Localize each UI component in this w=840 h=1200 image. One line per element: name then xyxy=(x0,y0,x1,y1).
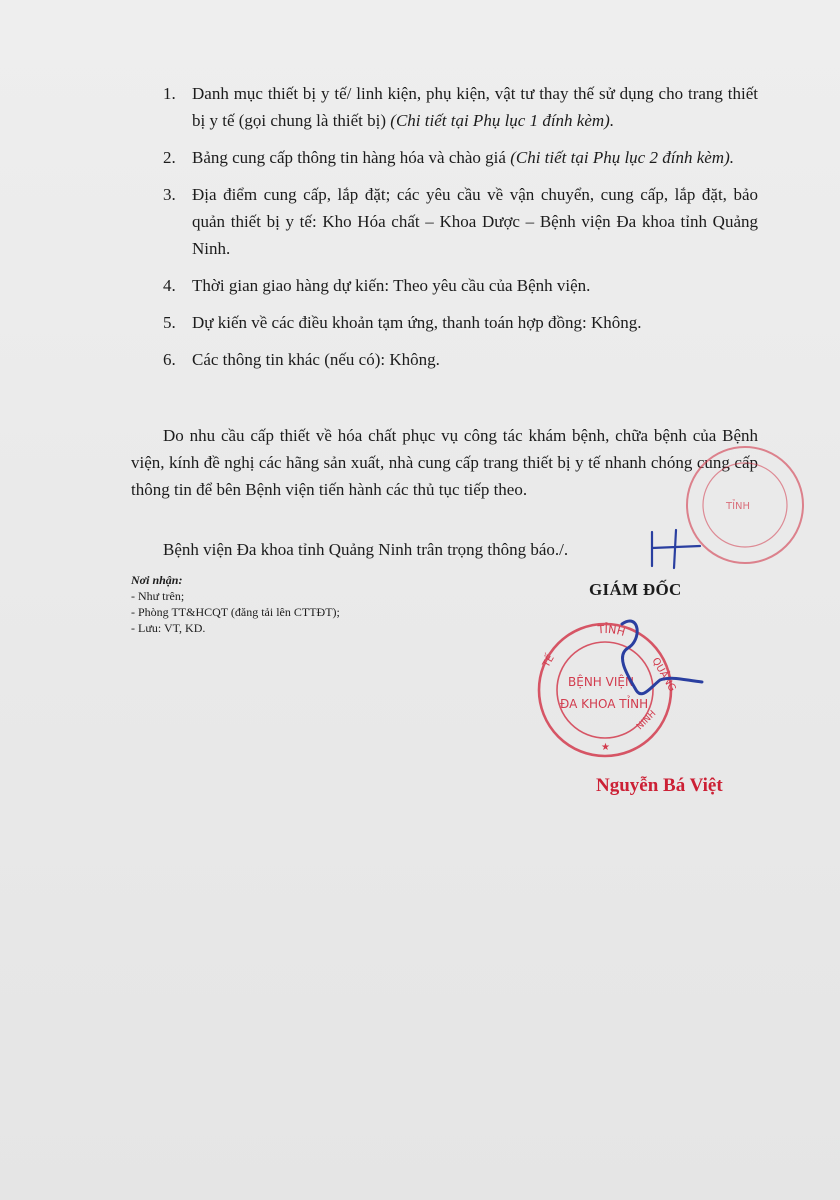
list-note: (Chi tiết tại Phụ lục 1 đính kèm). xyxy=(390,111,615,130)
list-text: Danh mục thiết bị y tế/ linh kiện, phụ kiện, vật tư thay thế sử dụng cho trang thiết bị y tế (gọi chung là thiết bị) xyxy=(192,84,758,130)
list-note: (Chi tiết tại Phụ lục 2 đính kèm). xyxy=(510,148,734,167)
list-item xyxy=(163,309,758,336)
closing-line: Bệnh viện Đa khoa tỉnh Quảng Ninh trân trọng thông báo./. xyxy=(163,540,569,559)
numbered-list xyxy=(163,80,758,383)
signer-title: GIÁM ĐỐC xyxy=(589,580,682,599)
list-item xyxy=(163,346,758,373)
list-item xyxy=(163,181,758,262)
list-item xyxy=(163,80,758,134)
stamp-ring-right: QUẢNG xyxy=(649,656,678,694)
recipient-item: - Như trên; xyxy=(131,589,185,603)
recipients-block xyxy=(131,572,340,636)
list-item xyxy=(163,144,758,171)
recipient-item: - Lưu: VT, KD. xyxy=(131,621,206,635)
list-text: Các thông tin khác (nếu có): Không. xyxy=(192,350,440,369)
director-signature-mark xyxy=(622,621,702,694)
list-number: 2. xyxy=(163,148,176,167)
stamp-ring-top: TỈNH xyxy=(597,622,627,639)
stamp-ring-left: TẾ xyxy=(541,653,557,670)
list-item xyxy=(163,272,758,299)
list-text: Địa điểm cung cấp, lắp đặt; các yêu cầu về vận chuyển, cung cấp, lắp đặt, bảo quản thiết bị y tế: Kho Hóa chất – Khoa Dược – Bệnh viện Đa khoa tỉnh Quảng Ninh. xyxy=(192,185,758,258)
hospital-stamp xyxy=(538,622,680,756)
recipient-item: - Phòng TT&HCQT (đăng tải lên CTTĐT); xyxy=(131,605,340,619)
list-text: Dự kiến về các điều khoản tạm ứng, thanh toán hợp đồng: Không. xyxy=(192,313,642,332)
stamp-line-2: ĐA KHOA TỈNH xyxy=(560,697,649,711)
list-text: Bảng cung cấp thông tin hàng hóa và chào giá xyxy=(192,148,511,167)
list-number: 6. xyxy=(163,350,176,369)
recipients-title: Nơi nhận: xyxy=(131,573,183,587)
list-number: 1. xyxy=(163,84,176,103)
list-text: Thời gian giao hàng dự kiến: Theo yêu cầu của Bệnh viện. xyxy=(192,276,591,295)
list-number: 3. xyxy=(163,185,176,204)
list-number: 4. xyxy=(163,276,176,295)
stamp-star-icon: ★ xyxy=(601,742,610,753)
signer-name: Nguyễn Bá Việt xyxy=(596,775,723,796)
stamp-ring-bottom: NINH xyxy=(635,708,659,733)
margin-stamp-text: TỈNH xyxy=(726,501,751,512)
list-number: 5. xyxy=(163,313,176,332)
initial-mark xyxy=(652,530,700,568)
request-paragraph: Do nhu cầu cấp thiết về hóa chất phục vụ công tác khám bệnh, chữa bệnh của Bệnh viện, kính đề nghị các hãng sản xuất, nhà cung cấp trang thiết bị y tế nhanh chóng cung cấp thông tin để bên Bệnh viện tiến hành các thủ tục tiếp theo. xyxy=(131,426,758,499)
stamp-line-1: BỆNH VIỆN xyxy=(568,675,634,689)
